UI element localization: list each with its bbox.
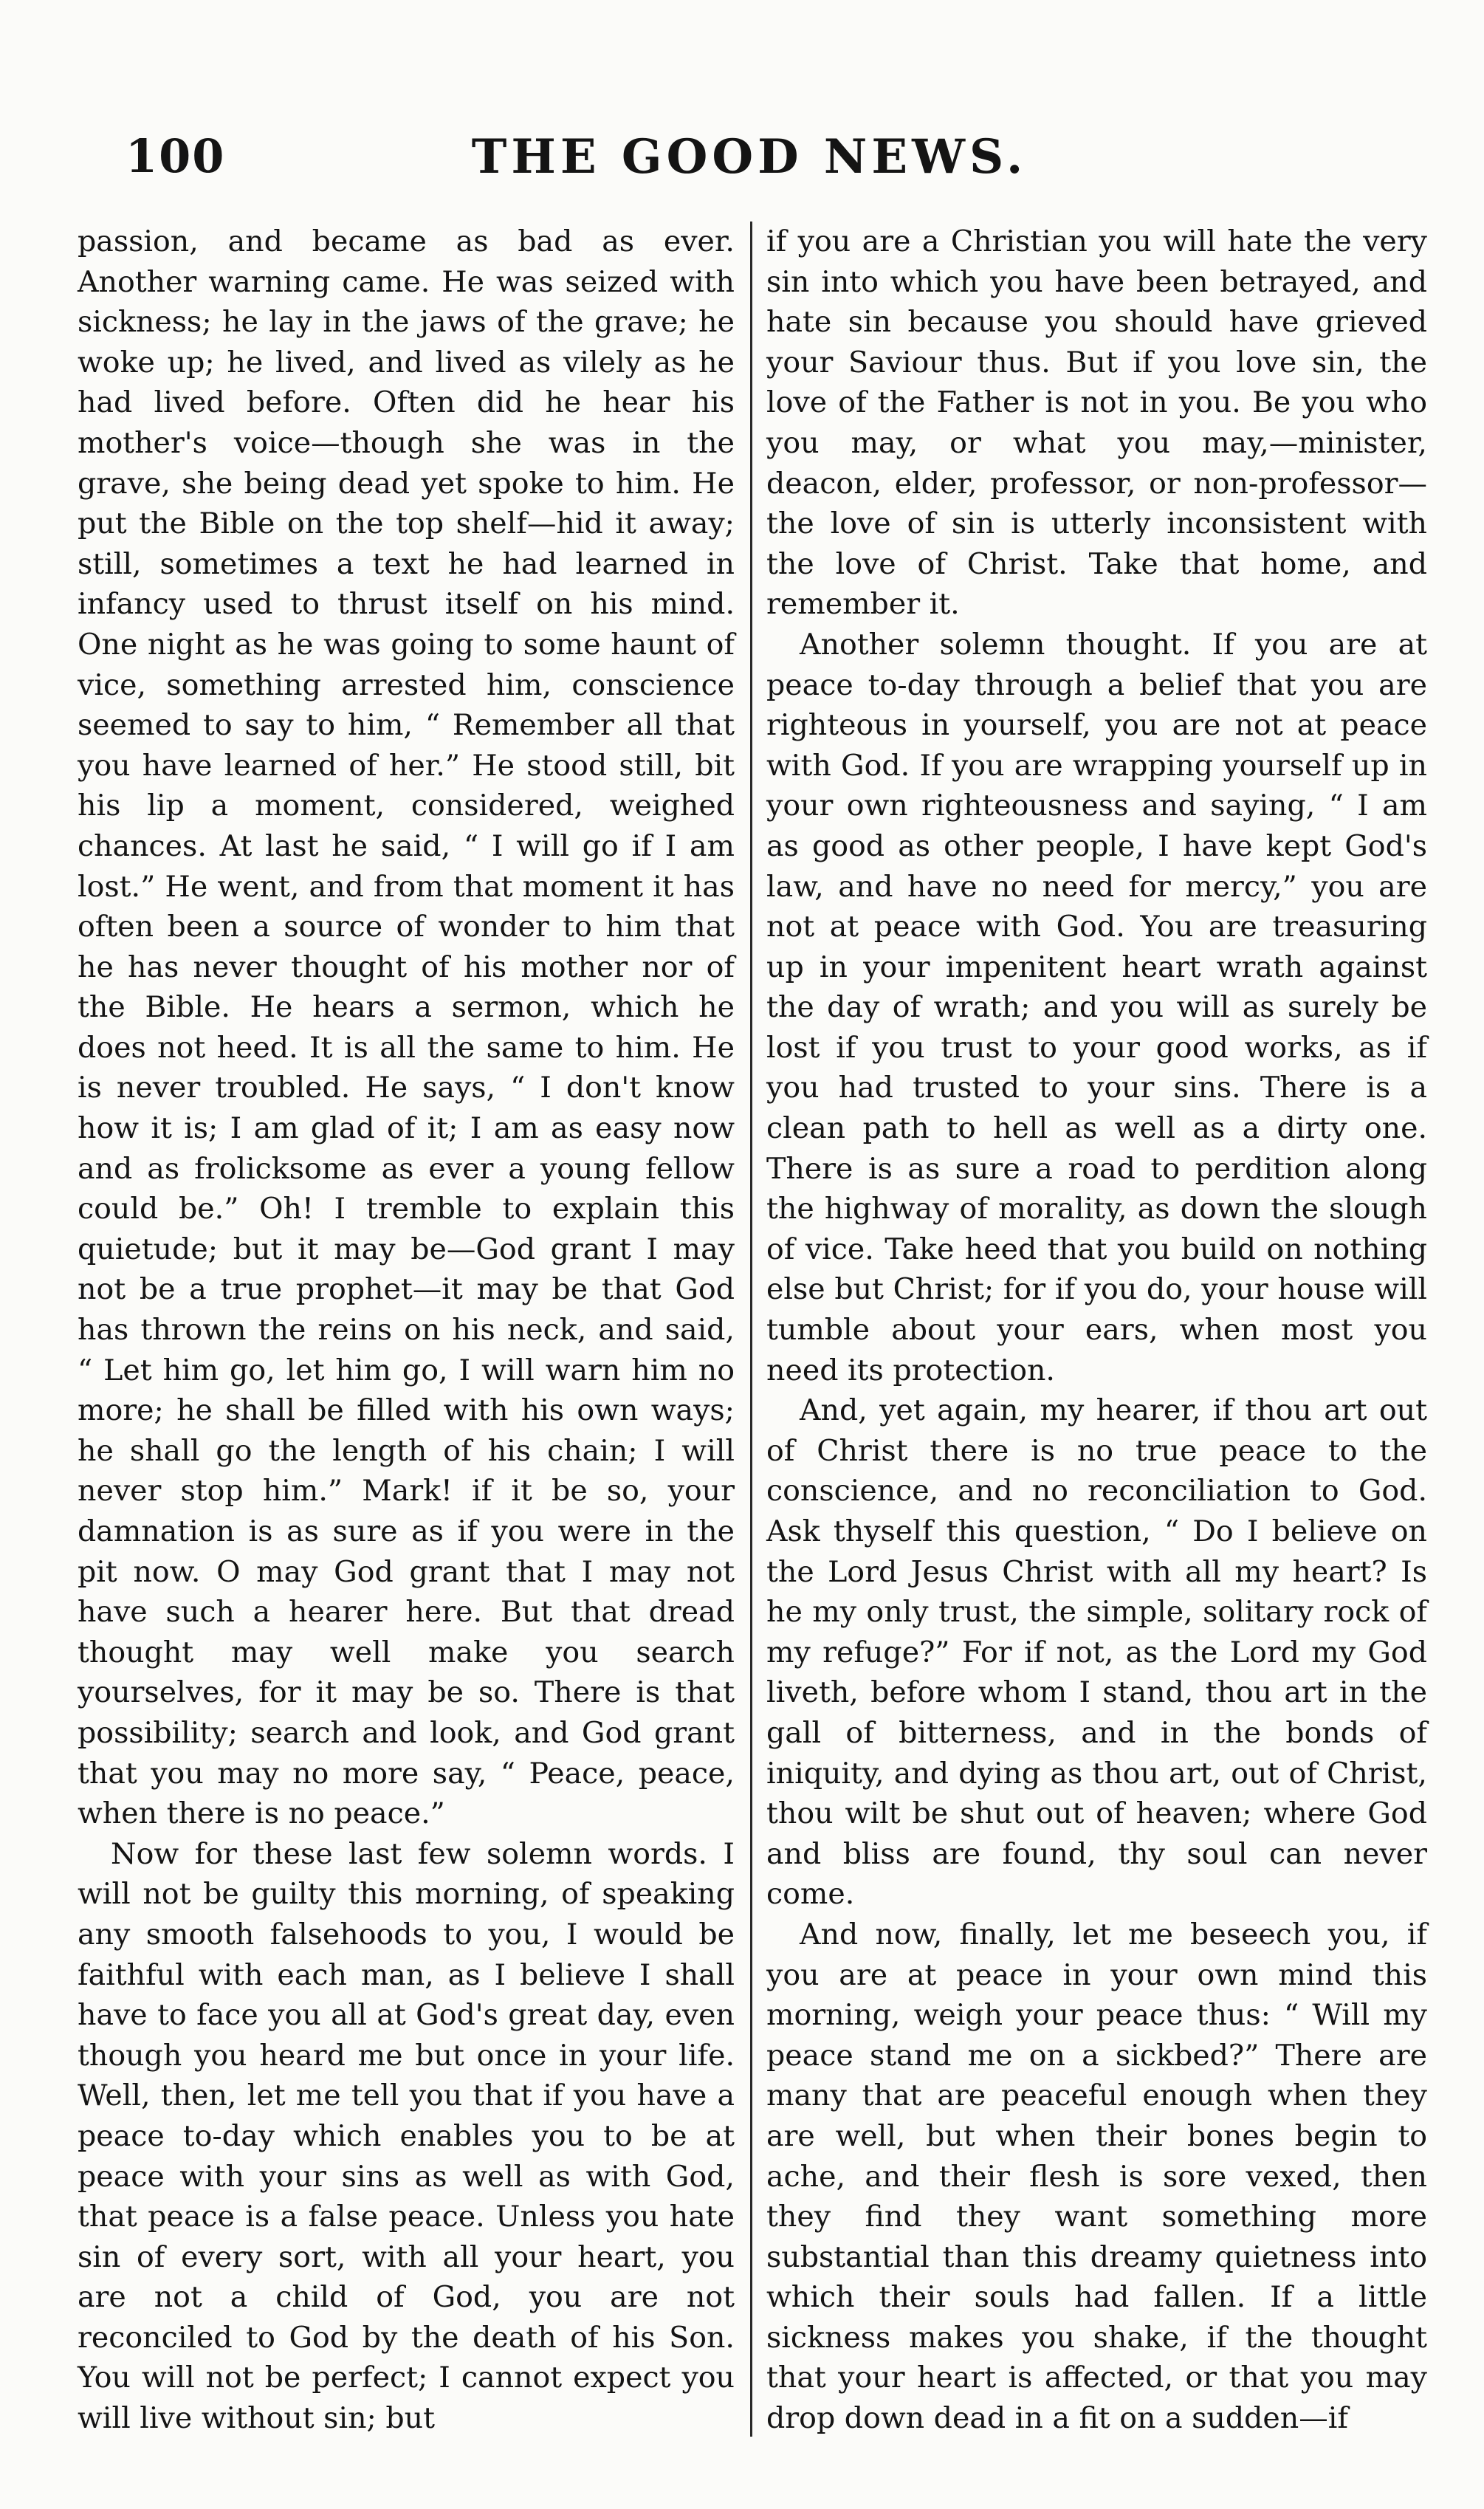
- paragraph: And, yet again, my hearer, if thou art out of Christ there is no true peace to the conscience, and no reconciliation to God. Ask thyself this question, “ Do I believe on the Lord Jesus Christ with all my heart? Is he my only trust, the simple, solitary rock of my refuge?” For if not, as the Lord my God liveth, before whom I stand, thou art in the gall of bitterness, and in the bonds of iniquity, and dying as thou art, out of Christ, thou wilt be shut out of heaven; where God and bliss are found, thy soul can never come.: [766, 1393, 1427, 1912]
- paragraph: Another solemn thought. If you are at peace to-day through a belief that you are righteous in yourself, you are not at peace with God. If you are wrapping yourself up in your own righteousness and saying, “ I am as good as other people, I have kept God's law, and have no need for mercy,” you are not at peace with God. You are treasuring up in your impenitent heart wrath against the day of wrath; and you will as surely be lost if you trust to your good works, as if you had trusted to your sins. There is a clean path to hell as well as a dirty one. There is as sure a road to perdition along the highway of morality, as down the slough of vice. Take heed that you build on nothing else but Christ; for if you do, your house will tumble about your ears, when most you need its protection.: [766, 627, 1427, 1387]
- paragraph: And now, finally, let me beseech you, if you are at peace in your own mind this morning, weigh your peace thus: “ Will my peace stand me on a sickbed?” There are many that are peaceful enough when they are well, but when their bones begin to ache, and their flesh is sore vexed, then they find they want something more substantial than this dreamy quietness into which their souls had fallen. If a little sickness makes you shake, if the thought that your heart is affected, or that you may drop down dead in a fit on a sudden—if: [766, 1917, 1427, 2436]
- right-column: [766, 222, 1427, 2439]
- column-divider: [750, 222, 752, 2437]
- paragraph: passion, and became as bad as ever. Another warning came. He was seized with sickness; he lay in the jaws of the grave; he woke up; he lived, and lived as vilely as he had lived before. Often did he hear his mother's voice—though she was in the grave, she being dead yet spoke to him. He put the Bible on the top shelf—hid it away; still, sometimes a text he had learned in infancy used to thrust itself on his mind. One night as he was going to some haunt of vice, something arrested him, conscience seemed to say to him, “ Remember all that you have learned of her.” He stood still, bit his lip a moment, considered, weighed chances. At last he said, “ I will go if I am lost.” He went, and from that moment it has often been a source of wonder to him that he has never thought of his mother nor of the Bible. He hears a sermon, which he does not heed. It is all the same to him. He is never troubled. He says, “ I don't know how it is; I am glad of it; I am as easy now and as frolicksome as ever a young fellow could be.” Oh! I tremble to explain this quietude; but it may be—God grant I may not be a true prophet—it may be that God has thrown the reins on his neck, and said, “ Let him go, let him go, I will warn him no more; he shall be filled with his own ways; he shall go the length of his chain; I will never stop him.” Mark! if it be so, your damnation is as sure as if you were in the pit now. O may God grant that I may not have such a hearer here. But that dread thought may well make you search yourselves, for it may be so. There is that possibility; search and look, and God grant that you may no more say, “ Peace, peace, when there is no peace.”: [78, 224, 735, 1831]
- paragraph: if you are a Christian you will hate the very sin into which you have been betrayed, and hate sin because you should have grieved your Saviour thus. But if you love sin, the love of the Father is not in you. Be you who you may, or what you may,—minister, deacon, elder, professor, or non-professor—the love of sin is utterly inconsistent with the love of Christ. Take that home, and remember it.: [766, 224, 1427, 622]
- page-number: 100: [126, 129, 226, 183]
- page-header: [74, 129, 1425, 196]
- paragraph: Now for these last few solemn words. I will not be guilty this morning, of speaking any smooth falsehoods to you, I would be faithful with each man, as I believe I shall have to face you all at God's great day, even though you heard me but once in your life. Well, then, let me tell you that if you have a peace to-day which enables you to be at peace with your sins as well as with God, that peace is a false peace. Unless you hate sin of every sort, with all your heart, you are not a child of God, you are not reconciled to God by the death of his Son. You will not be perfect; I cannot expect you will live without sin; but: [78, 1836, 735, 2436]
- running-title: THE GOOD NEWS.: [471, 129, 1028, 185]
- left-column: [78, 222, 735, 2439]
